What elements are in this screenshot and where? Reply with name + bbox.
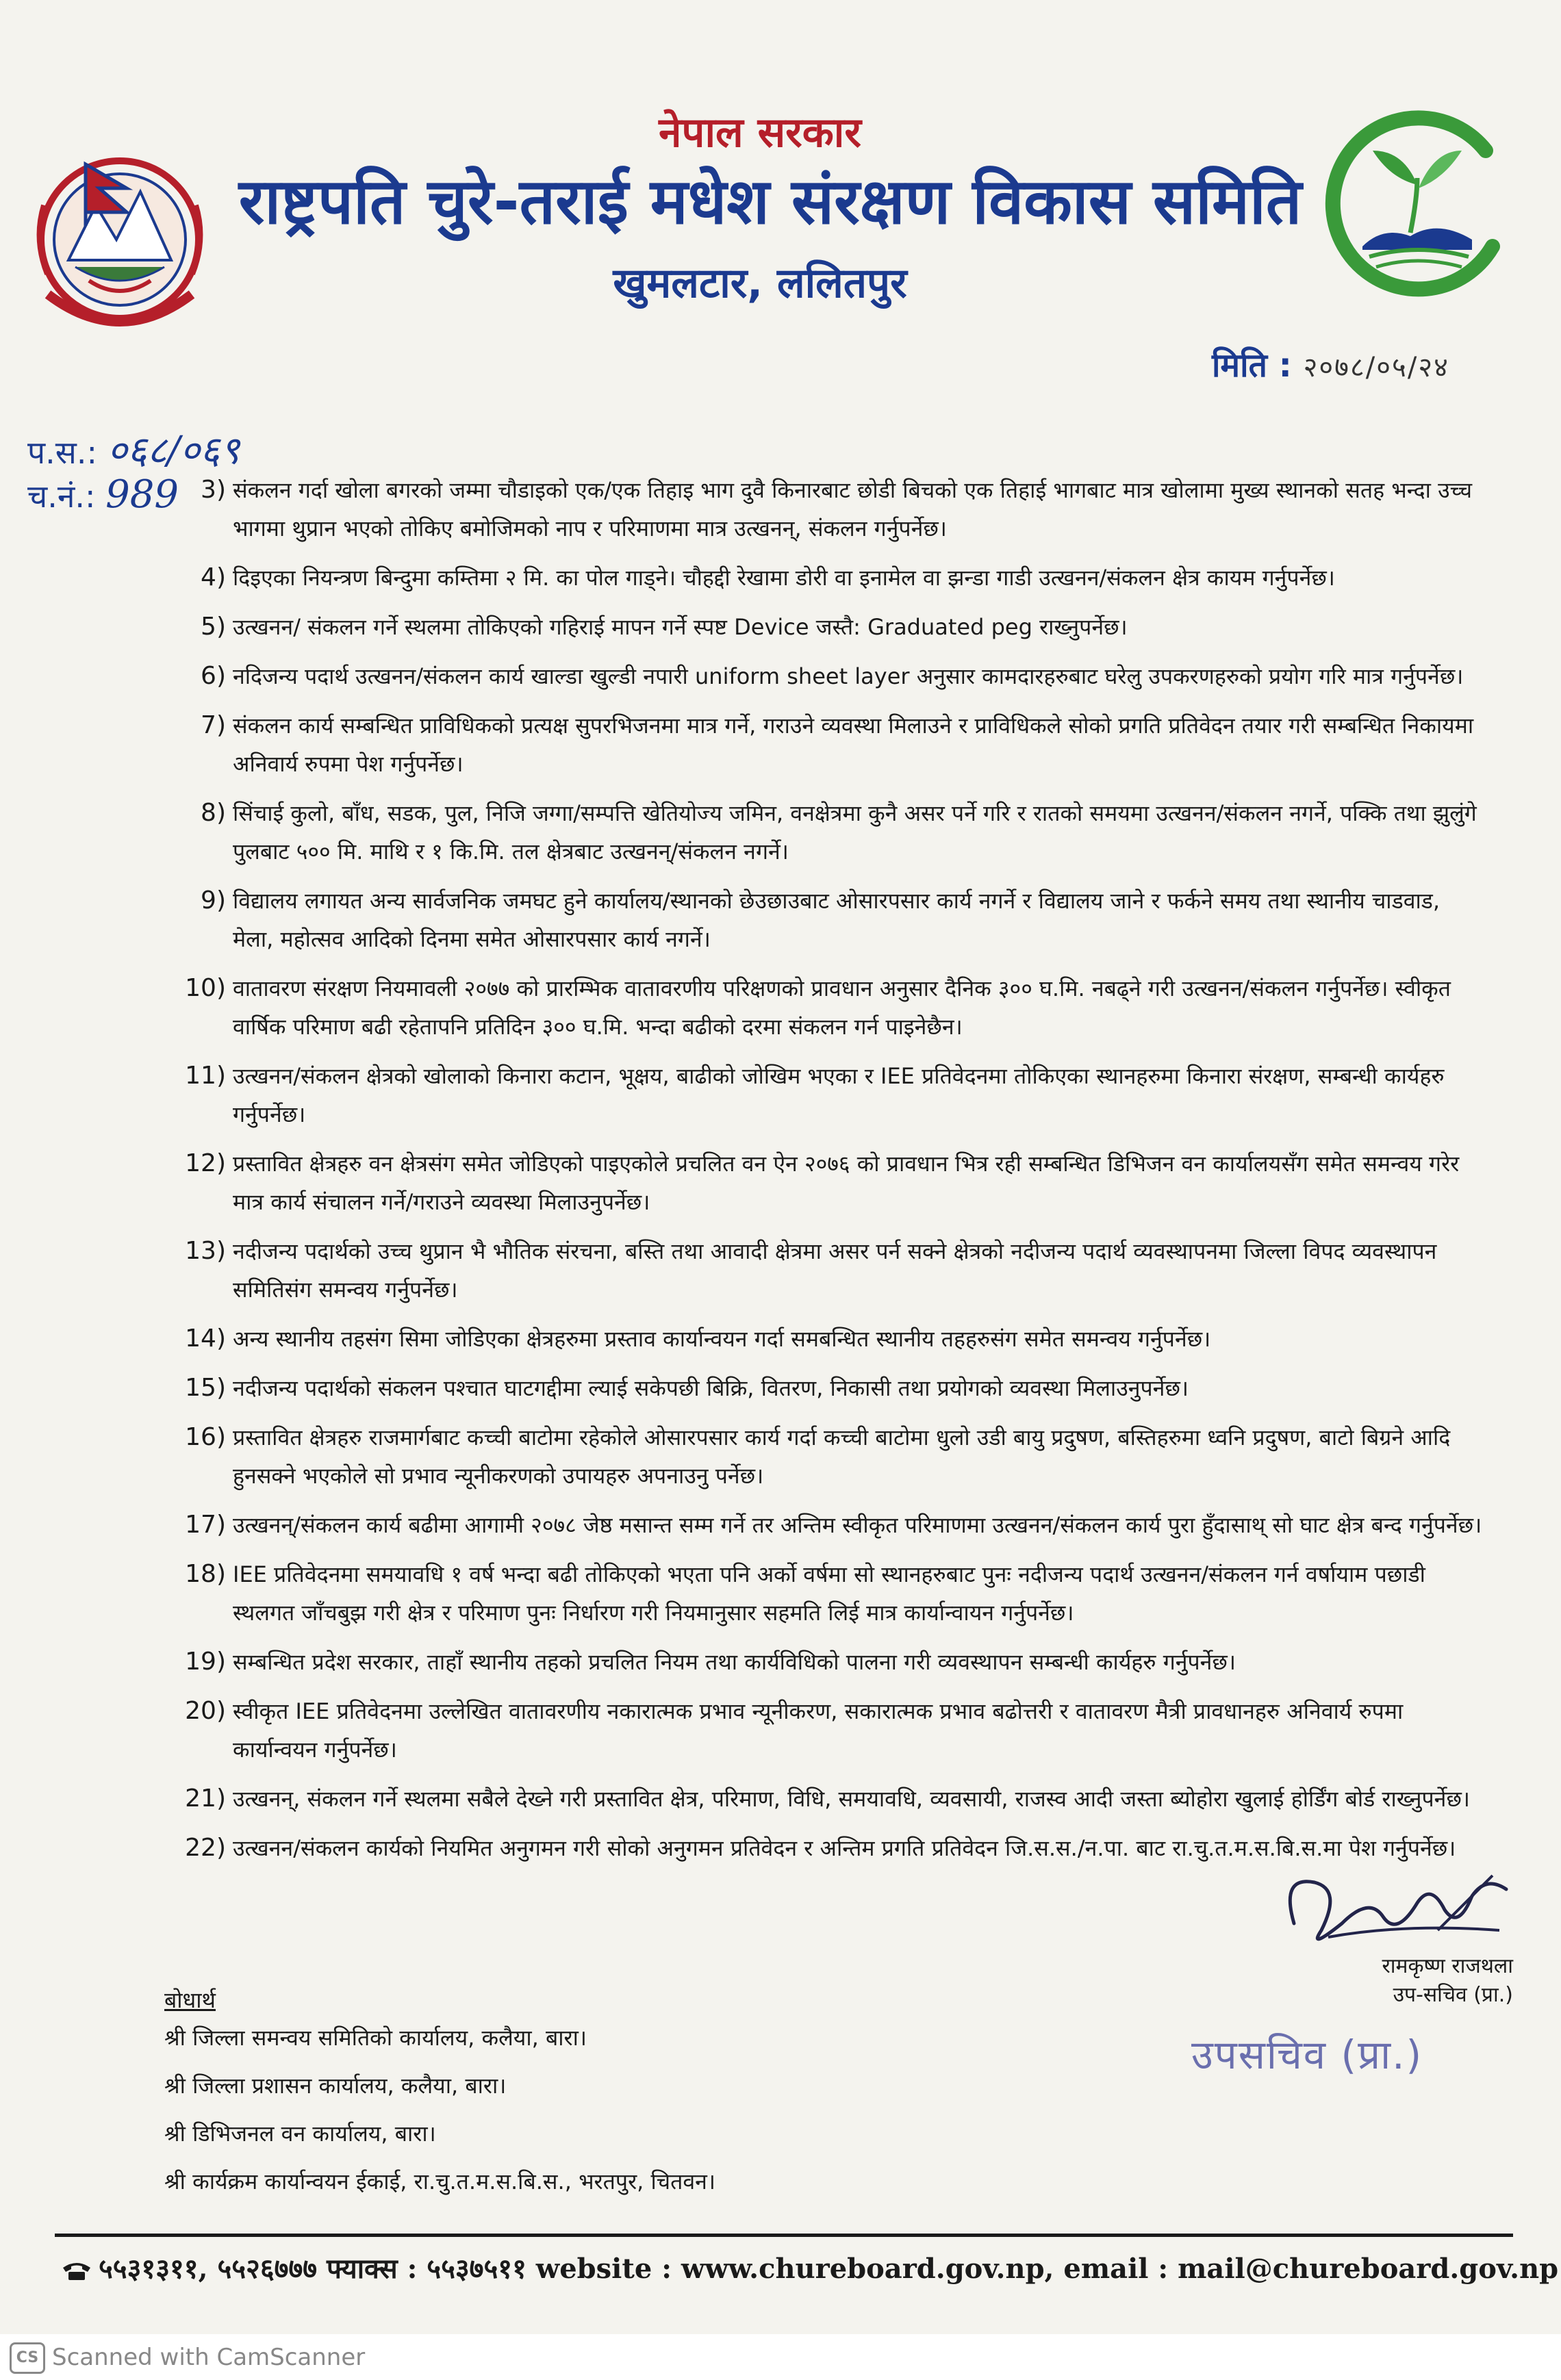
organization-title: राष्ट्रपति चुरे-तराई मधेश संरक्षण विकास समिति — [238, 165, 1302, 238]
item-text: दिइएका नियन्त्रण बिन्दुमा कम्तिमा २ मि. का पोल गाड्ने। चौहद्दी रेखामा डोरी वा इनामेल वा झन्डा गाडी उत्खनन/संकलन क्षेत्र कायम गर्नुपर्नेछ। — [233, 565, 1335, 591]
chure-board-logo-icon — [1315, 103, 1520, 308]
footer-contact-text: ५५३१३११, ५५२६७७७ फ्याक्स : ५५३७५११ website : www.chureboard.gov.np, email : mail@chureboard.gov.np — [99, 2253, 1559, 2285]
item-number: 13) — [185, 1237, 226, 1265]
item-text: सम्बन्धित प्रदेश सरकार, ताहाँ स्थानीय तहको प्रचलित नियम तथा कार्यविधिको पालना गरी व्यवस्थापन सम्बन्धी कार्यहरु गर्नुपर्नेछ। — [233, 1649, 1236, 1675]
item-number: 17) — [185, 1511, 226, 1539]
camscanner-badge: CS — [10, 2342, 45, 2374]
government-heading: नेपाल सरकार — [659, 109, 861, 157]
item-number: 3) — [201, 476, 226, 504]
item-number: 5) — [201, 613, 226, 641]
item-number: 16) — [185, 1423, 226, 1451]
condition-item — [164, 882, 1486, 958]
camscanner-text: Scanned with CamScanner — [52, 2344, 366, 2371]
signatory-name: रामकृष्ण राजथला — [1382, 1954, 1513, 1978]
condition-item — [164, 1057, 1486, 1134]
item-number: 19) — [185, 1648, 226, 1676]
item-number: 15) — [185, 1374, 226, 1402]
cc-line: श्री कार्यक्रम कार्यान्वयन ईकाई, रा.चु.त.म.स.बि.स., भरतपुर, चितवन। — [164, 2168, 716, 2195]
reference-ps — [27, 423, 240, 475]
designation-stamp: उपसचिव (प्रा.) — [1191, 2032, 1423, 2078]
ps-value: ०६८/०६९ — [107, 428, 240, 473]
condition-item — [164, 608, 1486, 646]
item-text: उत्खनन्/संकलन कार्य बढीमा आगामी २०७८ जेष्ठ मसान्त सम्म गर्ने तर अन्तिम स्वीकृत परिमाणमा उत्खनन/संकलन कार्य पुरा हुँदासाथ् सो घाट क्षेत्र बन्द गर्नुपर्नेछ। — [233, 1512, 1482, 1538]
condition-item — [164, 1692, 1486, 1769]
item-number: 12) — [185, 1149, 226, 1177]
signatory-title: उप-सचिव (प्रा.) — [1393, 1983, 1513, 2007]
cn-label: च.नं.: — [27, 478, 96, 515]
condition-item — [164, 1643, 1486, 1681]
item-text: नदीजन्य पदार्थको संकलन पश्चात घाटगद्दीमा ल्याई सकेपछी बिक्रि, वितरण, निकासी तथा प्रयोगको व्यवस्था मिलाउनुपर्नेछ। — [233, 1375, 1189, 1401]
item-number: 7) — [201, 711, 226, 739]
item-text: उत्खनन/संकलन क्षेत्रको खोलाको किनारा कटान, भूक्षय, बाढीको जोखिम भएका र IEE प्रतिवेदनमा तोकिएका स्थानहरुमा किनारा संरक्षण, सम्बन्धी कार्यहरु गर्नुपर्नेछ। — [233, 1063, 1445, 1127]
condition-item — [164, 1144, 1486, 1221]
item-text: उत्खनन/ संकलन गर्ने स्थलमा तोकिएको गहिराई मापन गर्ने स्पष्ट Device जस्तै: Graduated peg राख्नुपर्नेछ। — [233, 614, 1128, 640]
date-label: मिति : — [1212, 346, 1292, 385]
cc-line: श्री जिल्ला समन्वय समितिको कार्यालय, कलैया, बारा। — [164, 2025, 587, 2051]
item-text: सिंचाई कुलो, बाँध, सडक, पुल, निजि जग्गा/सम्पत्ति खेतियोज्य जमिन, वनक्षेत्रमा कुनै असर पर्ने गरि र रातको समयमा उत्खनन/संकलन नगर्ने, पक्कि तथा झुलुंगे पुलबाट ५०० मि. माथि र १ कि.मि. तल क्षेत्रबाट उत्खनन्/संकलन नगर्ने। — [233, 800, 1477, 865]
item-text: उत्खनन/संकलन कार्यको नियमित अनुगमन गरी सोको अनुगमन प्रतिवेदन र अन्तिम प्रगति प्रतिवेदन जि.स.स./न.पा. बाट रा.चु.त.म.स.बि.स.मा पेश गर्नुपर्नेछ। — [233, 1835, 1456, 1861]
condition-item — [164, 1506, 1486, 1544]
item-text: प्रस्तावित क्षेत्रहरु वन क्षेत्रसंग समेत जोडिएको पाइएकोले प्रचलित वन ऐन २०७६ को प्रावधान भित्र रही सम्बन्धित डिभिजन वन कार्यालयसँग समेत समन्वय गरेर मात्र कार्य संचालन गर्ने/गराउने व्यवस्था मिलाउनुपर्नेछ। — [233, 1151, 1460, 1215]
conditions-list — [164, 471, 1486, 1878]
item-number: 22) — [185, 1834, 226, 1862]
reference-cn — [27, 472, 179, 517]
item-number: 10) — [185, 974, 226, 1002]
item-text: वातावरण संरक्षण नियमावली २०७७ को प्रारम्भिक वातावरणीय परिक्षणको प्रावधान अनुसार दैनिक ३०० घ.मि. नबढ्ने गरी उत्खनन/संकलन गर्नुपर्नेछ। स्वीकृत वार्षिक परिमाण बढी रहेतापनि प्रतिदिन ३०० घ.मि. भन्दा बढीको दरमा संकलन गर्न पाइनेछैन। — [233, 975, 1451, 1040]
item-number: 11) — [185, 1062, 226, 1090]
cn-value: 989 — [105, 472, 179, 517]
condition-item — [164, 1320, 1486, 1358]
condition-item — [164, 1780, 1486, 1818]
item-text: संकलन कार्य सम्बन्धित प्राविधिकको प्रत्यक्ष सुपरभिजनमा मात्र गर्ने, गराउने व्यवस्था मिलाउने र प्राविधिकले सोको प्रगति प्रतिवेदन तयार गरी सम्बन्धित निकायमा अनिवार्य रुपमा पेश गर्नुपर्नेछ। — [233, 713, 1474, 777]
letter-date — [1212, 342, 1449, 387]
condition-item — [164, 559, 1486, 597]
condition-item — [164, 1232, 1486, 1309]
condition-item — [164, 1555, 1486, 1632]
item-number: 4) — [201, 563, 226, 591]
item-text: उत्खनन्, संकलन गर्ने स्थलमा सबैले देख्ने गरी प्रस्तावित क्षेत्र, परिमाण, विधि, समयावधि, व्यवसायी, राजस्व आदी जस्ता ब्योहोरा खुलाई होर्डिंग बोर्ड राख्नुपर्नेछ। — [233, 1786, 1470, 1812]
item-text: संकलन गर्दा खोला बगरको जम्मा चौडाइको एक/एक तिहाइ भाग दुवै किनारबाट छोडी बिचको एक तिहाई भागबाट मात्र खोलामा मुख्य स्थानको सतह भन्दा उच्च भागमा थुप्रान भएको तोकिए बमोजिमको नाप र परिमाणमा मात्र उत्खनन्, संकलन गर्नुपर्नेछ। — [233, 477, 1473, 541]
item-text: नदिजन्य पदार्थ उत्खनन/संकलन कार्य खाल्डा खुल्डी नपारी uniform sheet layer अनुसार कामदारहरुबाट घरेलु उपकरणहरुको प्रयोग गरि मात्र गर्नुपर्नेछ। — [233, 663, 1464, 689]
footer-divider — [55, 2234, 1513, 2237]
item-number: 21) — [185, 1784, 226, 1813]
item-number: 6) — [201, 662, 226, 690]
ps-label: प.स.: — [27, 434, 97, 471]
telephone-icon — [62, 2261, 92, 2281]
item-text: अन्य स्थानीय तहसंग सिमा जोडिएका क्षेत्रहरुमा प्रस्ताव कार्यान्वयन गर्दा समबन्धित स्थानीय तहहरुसंग समेत समन्वय गर्नुपर्नेछ। — [233, 1326, 1211, 1352]
cc-line: श्री जिल्ला प्रशासन कार्यालय, कलैया, बारा। — [164, 2073, 507, 2099]
item-number: 18) — [185, 1560, 226, 1588]
item-text: प्रस्तावित क्षेत्रहरु राजमार्गबाट कच्ची बाटोमा रहेकोले ओसारपसार कार्य गर्दा कच्ची बाटोमा धुलो उडी बायु प्रदुषण, बस्तिहरुमा ध्वनि प्रदुषण, बाटो बिग्रने आदि हुनसक्ने भएकोले सो प्रभाव न्यूनीकरणको उपायहरु अपनाउनु पर्नेछ। — [233, 1424, 1451, 1489]
condition-item — [164, 1369, 1486, 1407]
cc-line: श्री डिभिजनल वन कार्यालय, बारा। — [164, 2121, 436, 2147]
cc-heading: बोधार्थ — [164, 1987, 216, 2013]
condition-item — [164, 657, 1486, 695]
item-text: स्वीकृत IEE प्रतिवेदनमा उल्लेखित वातावरणीय नकारात्मक प्रभाव न्यूनीकरण, सकारात्मक प्रभाव बढोत्तरी र वातावरण मैत्री प्रावधानहरु अनिवार्य रुपमा कार्यान्वयन गर्नुपर्नेछ। — [233, 1698, 1404, 1763]
item-number: 20) — [185, 1697, 226, 1725]
condition-item — [164, 706, 1486, 783]
item-number: 9) — [201, 886, 226, 914]
item-text: IEE प्रतिवेदनमा समयावधि १ वर्ष भन्दा बढी तोकिएको भएता पनि अर्को वर्षमा सो स्थानहरुबाट पुनः नदीजन्य पदार्थ उत्खनन/संकलन गर्न वर्षायाम पछाडी स्थलगत जाँचबुझ गरी क्षेत्र र परिमाण पुनः निर्धारण गरी नियमानुसार सहमति लिई मात्र कार्यान्वायन गर्नुपर्नेछ। — [233, 1561, 1425, 1626]
condition-item — [164, 794, 1486, 871]
condition-item — [164, 969, 1486, 1046]
item-number: 14) — [185, 1325, 226, 1353]
nepal-emblem-icon — [27, 123, 212, 356]
condition-item — [164, 1418, 1486, 1495]
handwritten-signature-icon — [1267, 1848, 1527, 1958]
organization-address: खुमलटार, ललितपुर — [613, 259, 907, 307]
item-text: विद्यालय लगायत अन्य सार्वजनिक जमघट हुने कार्यालय/स्थानको छेउछाउबाट ओसारपसार कार्य नगर्ने र विद्यालय जाने र फर्कने समय तथा स्थानीय चाडवाड, मेला, महोत्सव आदिको दिनमा समेत ओसारपसार कार्य नगर्ने। — [233, 888, 1441, 952]
scanner-watermark — [0, 2334, 1561, 2380]
item-text: नदीजन्य पदार्थको उच्च थुप्रान भै भौतिक संरचना, बस्ति तथा आवादी क्षेत्रमा असर पर्न सक्ने क्षेत्रको नदीजन्य पदार्थ व्यवस्थापनमा जिल्ला विपद व्यवस्थापन समितिसंग समन्वय गर्नुपर्नेछ। — [233, 1238, 1437, 1303]
item-number: 8) — [201, 799, 226, 827]
signature-block — [1267, 1848, 1527, 2026]
date-value: २०७८/०५/२४ — [1303, 352, 1449, 383]
condition-item — [164, 471, 1486, 548]
contact-footer — [62, 2249, 1559, 2286]
